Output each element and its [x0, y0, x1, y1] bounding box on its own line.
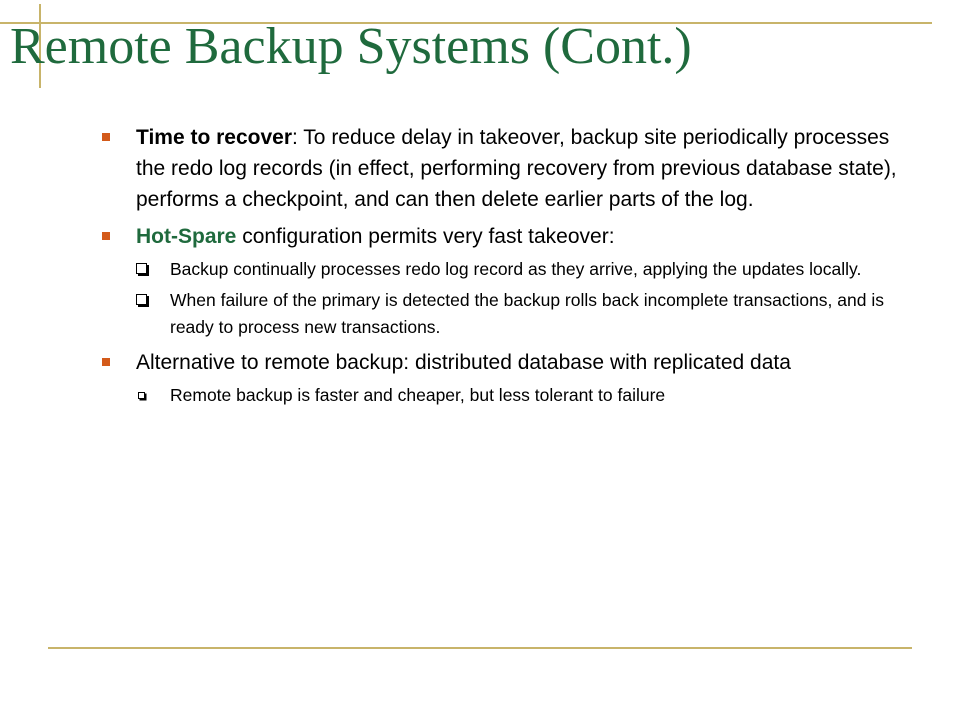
subitem-text: When failure of the primary is detected the backup rolls back incomplete transactions, and is ready to process new transactions. [170, 290, 884, 337]
bullet-time-to-recover [100, 122, 900, 215]
checkbox-bullet-icon [138, 392, 145, 399]
bullet-text: : To reduce delay in takeover, backup site periodically processes the redo log records (in effect, performing recovery from previous database state), performs a checkpoint, and can then delete earlier parts of the log. [136, 126, 897, 211]
subitem-text: Remote backup is faster and cheaper, but less tolerant to failure [170, 385, 666, 405]
square-bullet-icon [102, 133, 110, 141]
square-bullet-icon [102, 358, 110, 366]
bullet-hot-spare [100, 221, 900, 252]
bullet-keyword: Time to recover [136, 126, 293, 149]
bottom-horizontal-rule [48, 647, 912, 649]
subitem-remote-backup-faster [100, 382, 900, 409]
bullet-text: Alternative to remote backup: distributed database with replicated data [136, 351, 791, 374]
checkbox-bullet-icon [136, 294, 147, 305]
slide-body [100, 122, 900, 415]
bullet-text: configuration permits very fast takeover: [236, 225, 615, 248]
subitem-text: Backup continually processes redo log record as they arrive, applying the updates locally. [170, 259, 862, 279]
square-bullet-icon [102, 232, 110, 240]
subitem-continual-processing [100, 256, 900, 283]
bullet-alternative [100, 347, 900, 378]
bullet-keyword: Hot-Spare [136, 225, 237, 248]
subitem-failure-detected [100, 287, 900, 341]
slide-title: Remote Backup Systems (Cont.) [10, 18, 692, 75]
checkbox-bullet-icon [136, 263, 147, 274]
